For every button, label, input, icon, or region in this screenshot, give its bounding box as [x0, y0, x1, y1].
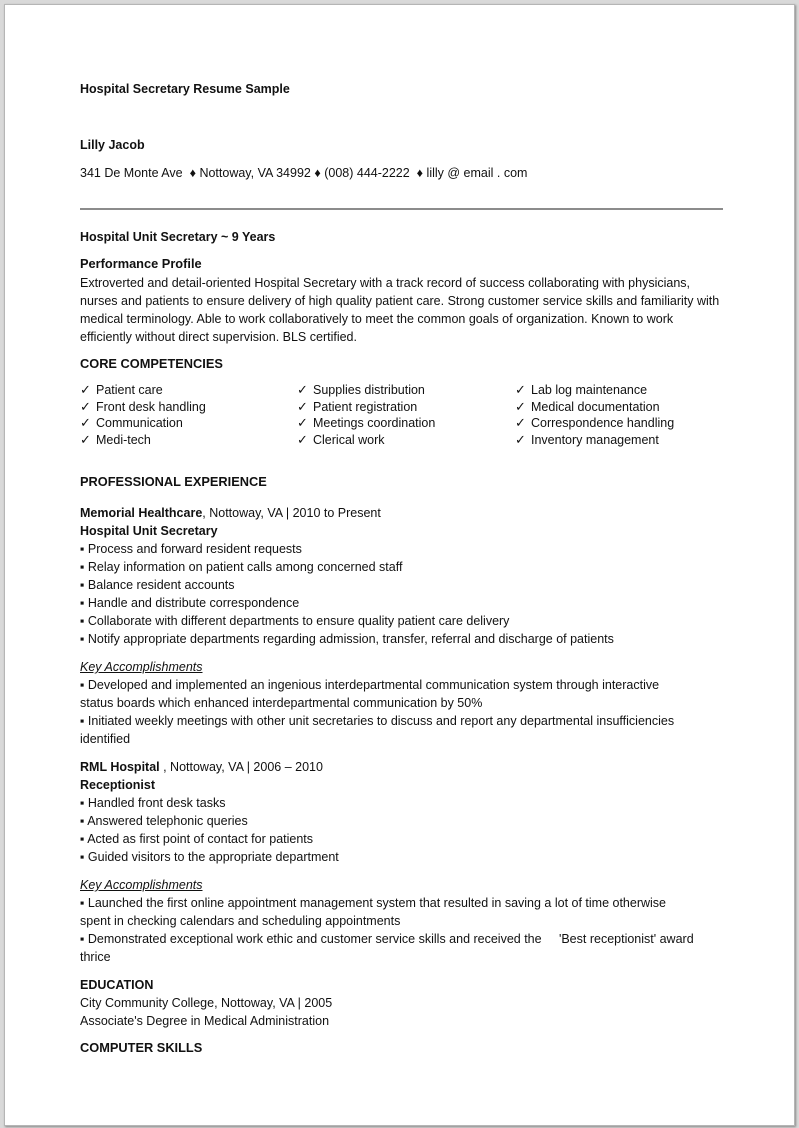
contact-email: lilly @ email . com [426, 166, 528, 180]
accomplishment-line: ▪ Developed and implemented an ingenious interdepartmental communication system through interactive [80, 678, 660, 692]
duty-item: ▪ Collaborate with different departments to ensure quality patient care delivery [80, 614, 510, 628]
check-icon: ✓ [80, 431, 91, 447]
contact-address: 341 De Monte Ave [80, 166, 183, 180]
profile-text: Extroverted and detail-oriented Hospital Secretary with a track record of success collaborating with physicians, nurses and patients to ensure delivery of high quality patient care. Strong customer service skills and familiarity with medical terminology. Able to work collaboratively to meet the common goals of organization. Known to work efficiently without direct supervision. BLS certified. [80, 276, 720, 344]
check-icon: ✓ [515, 431, 526, 447]
job-rml-hospital [80, 758, 730, 966]
duty-item: ▪ Notify appropriate departments regarding admission, transfer, referral and discharge of patients [80, 632, 614, 646]
duty-item: ▪ Process and forward resident requests [80, 542, 302, 556]
computer-skills-heading: COMPUTER SKILLS [80, 1040, 203, 1055]
competencies-heading: CORE COMPETENCIES [80, 356, 223, 371]
job-employer-line [80, 758, 730, 776]
competency-item: ✓ Clerical work [297, 431, 385, 447]
job-details: , Nottoway, VA | 2006 – 2010 [159, 760, 323, 774]
job-employer-line [80, 504, 730, 522]
headline: Hospital Unit Secretary ~ 9 Years [80, 230, 276, 244]
check-icon: ✓ [80, 415, 91, 430]
check-icon: ✓ [80, 382, 91, 397]
accomplishment-line: status boards which enhanced interdepartmental communication by 50% [80, 696, 483, 710]
competency-item: ✓ Front desk handling [80, 398, 206, 414]
key-accomplishments-heading: Key Accomplishments [80, 878, 203, 892]
check-icon: ✓ [515, 415, 526, 430]
contact-separator: ♦ [416, 166, 424, 180]
accomplishment-line: thrice [80, 950, 111, 964]
competencies-column-3 [515, 382, 674, 448]
duty-item: ▪ Acted as first point of contact for patients [80, 832, 314, 846]
education-line: Associate's Degree in Medical Administration [80, 1014, 330, 1028]
check-icon: ✓ [297, 382, 308, 397]
competency-item: ✓ Medical documentation [515, 398, 660, 414]
check-icon: ✓ [515, 382, 526, 397]
accomplishment-line: ▪ Demonstrated exceptional work ethic and customer service skills and received the 'Best receptionist' award [80, 932, 694, 946]
check-icon: ✓ [515, 398, 526, 414]
job-employer: Memorial Healthcare [80, 506, 203, 520]
duty-item: ▪ Answered telephonic queries [80, 814, 248, 828]
education-line: City Community College, Nottoway, VA | 2005 [80, 996, 333, 1010]
contact-separator: ♦ [189, 166, 196, 180]
accomplishment-line: spent in checking calendars and scheduling appointments [80, 914, 401, 928]
check-icon: ✓ [80, 398, 91, 414]
competencies-column-2 [297, 382, 435, 448]
duty-item: ▪ Relay information on patient calls among concerned staff [80, 560, 403, 574]
header-divider [80, 208, 723, 210]
competency-item: ✓ Meetings coordination [297, 415, 436, 430]
competency-item: ✓ Medi-tech [80, 431, 151, 447]
job-memorial-healthcare [80, 504, 730, 748]
resume-page [4, 4, 795, 1126]
contact-city: Nottoway, VA 34992 [199, 166, 311, 180]
competency-item: ✓ Patient care [80, 382, 163, 397]
competency-item: ✓ Lab log maintenance [515, 382, 648, 397]
job-role: Receptionist [80, 778, 156, 792]
duty-item: ▪ Guided visitors to the appropriate department [80, 850, 339, 864]
accomplishment-line: identified [80, 732, 131, 746]
duty-item: ▪ Handle and distribute correspondence [80, 596, 300, 610]
competency-item: ✓ Supplies distribution [297, 382, 425, 397]
key-accomplishments-heading: Key Accomplishments [80, 660, 203, 674]
profile-heading: Performance Profile [80, 256, 202, 271]
experience-heading: PROFESSIONAL EXPERIENCE [80, 474, 267, 489]
competency-item: ✓ Inventory management [515, 431, 659, 447]
contact-separator: ♦ [314, 166, 321, 180]
competency-item: ✓ Patient registration [297, 398, 418, 414]
contact-line [80, 166, 527, 180]
competencies-column-1 [80, 382, 206, 448]
check-icon: ✓ [297, 398, 308, 414]
job-role: Hospital Unit Secretary [80, 524, 218, 538]
document-title: Hospital Secretary Resume Sample [80, 82, 290, 96]
competency-item: ✓ Communication [80, 415, 183, 430]
education-heading: EDUCATION [80, 978, 154, 992]
check-icon: ✓ [297, 415, 308, 430]
job-details: , Nottoway, VA | 2010 to Present [202, 506, 381, 520]
duty-item: ▪ Handled front desk tasks [80, 796, 226, 810]
competency-item: ✓ Correspondence handling [515, 415, 675, 430]
check-icon: ✓ [297, 431, 308, 447]
job-employer: RML Hospital [80, 760, 160, 774]
candidate-name: Lilly Jacob [80, 138, 145, 152]
accomplishment-line: ▪ Initiated weekly meetings with other unit secretaries to discuss and report any departmental insufficiencies [80, 714, 675, 728]
education-section [80, 976, 730, 1030]
contact-phone: (008) 444-2222 [324, 166, 410, 180]
accomplishment-line: ▪ Launched the first online appointment management system that resulted in saving a lot of time otherwise [80, 896, 667, 910]
duty-item: ▪ Balance resident accounts [80, 578, 235, 592]
